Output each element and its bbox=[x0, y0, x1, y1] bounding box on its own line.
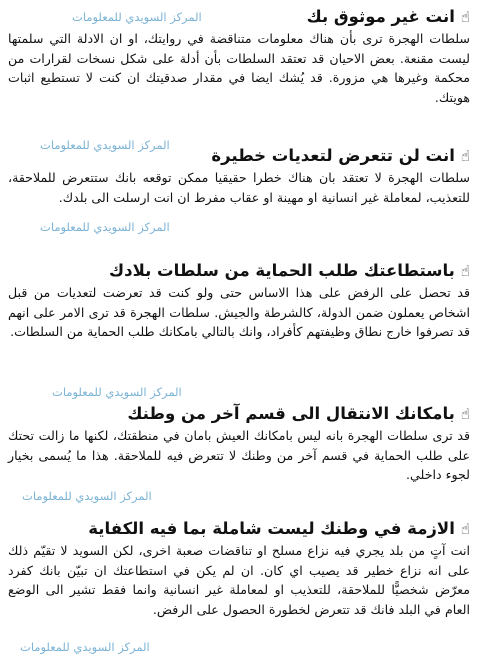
section-heading bbox=[8, 6, 470, 28]
section-heading bbox=[8, 145, 470, 167]
section-title: باستطاعتك طلب الحماية من سلطات بلادك bbox=[109, 261, 455, 280]
section-body: انت آتٍ من بلد يجري فيه نزاع مسلح او تناقضات صعبة اخرى، لكن السويد لا تقيّم ذلك على انه نزاع خطير قد يصيب اي كان. ان لم يكن في استطاعتك ان تبيّن بانك كفرد معرّض شخصيًّا للملاحقة، للتعذيب او لمعاملة غير انسانية وانما فقط تشير الى الوضع العام في البلد فانك قد تتعرض لخطورة الحصول على الرفض. bbox=[8, 543, 470, 617]
section-general-conflict bbox=[8, 518, 470, 619]
section-body: سلطات الهجرة ترى بأن هناك معلومات متناقضة في روايتك، او ان الادلة التي سلمتها ليست مقنعة. بعض الاحيان قد تعتقد السلطات بأن أدلة على شكل نسخات لقرارات من محكمة وغيرها هي مزورة. قد يُشك ايضا في مقدار صدقيتك ان كنت لا تستطيع اثبات هويتك. bbox=[8, 31, 470, 105]
section-heading bbox=[8, 518, 470, 540]
section-no-serious-harm bbox=[8, 145, 470, 207]
section-title: انت غير موثوق بك bbox=[306, 7, 455, 26]
watermark: المركز السويدي للمعلومات bbox=[52, 385, 182, 399]
section-not-credible bbox=[8, 6, 470, 107]
pointing-hand-icon: ☝ bbox=[460, 404, 470, 423]
section-body: سلطات الهجرة لا تعتقد بان هناك خطرا حقيقيا ممكن توقعه بانك ستتعرض للملاحقة، للتعذيب، لمعاملة غير انسانية او مهينة او عقاب مفرط ان انت ارسلت الى بلدك. bbox=[8, 170, 470, 205]
pointing-hand-icon: ☝ bbox=[460, 519, 470, 538]
section-state-protection bbox=[8, 260, 470, 342]
section-body: قد ترى سلطات الهجرة بانه ليس بامكانك العيش بامان في منطقتك، لكنها ما زالت تحتك على طلب الحماية في قسم آخر من وطنك لا تتعرض فيه للملاحقة. هذا ما يُسمى بخيار لجوء داخلي. bbox=[8, 428, 470, 482]
watermark: المركز السويدي للمعلومات bbox=[40, 220, 170, 234]
watermark: المركز السويدي للمعلومات bbox=[72, 10, 202, 24]
section-body: قد تحصل على الرفض على هذا الاساس حتى ولو كنت قد تعرضت لتعديات من قبل اشخاص يعملون ضمن الدولة، كالشرطة والجيش. سلطات الهجرة قد ترى الامر على انهم قد تصرفوا خارج نطاق وظيفتهم كأفراد، وانك بالتالي بامكانك طلب الحماية من السلطات. bbox=[8, 285, 470, 339]
watermark: المركز السويدي للمعلومات bbox=[40, 138, 170, 152]
section-title: انت لن تتعرض لتعديات خطيرة bbox=[211, 146, 455, 165]
section-heading bbox=[8, 403, 470, 425]
section-internal-flight bbox=[8, 403, 470, 485]
section-title: الازمة في وطنك ليست شاملة بما فيه الكفاية bbox=[88, 519, 455, 538]
pointing-hand-icon: ☝ bbox=[460, 146, 470, 165]
pointing-hand-icon: ☝ bbox=[460, 7, 470, 26]
section-heading bbox=[8, 260, 470, 282]
pointing-hand-icon: ☝ bbox=[460, 261, 470, 280]
watermark: المركز السويدي للمعلومات bbox=[20, 640, 150, 654]
section-title: بامكانك الانتقال الى قسم آخر من وطنك bbox=[127, 404, 455, 423]
watermark: المركز السويدي للمعلومات bbox=[22, 489, 152, 503]
